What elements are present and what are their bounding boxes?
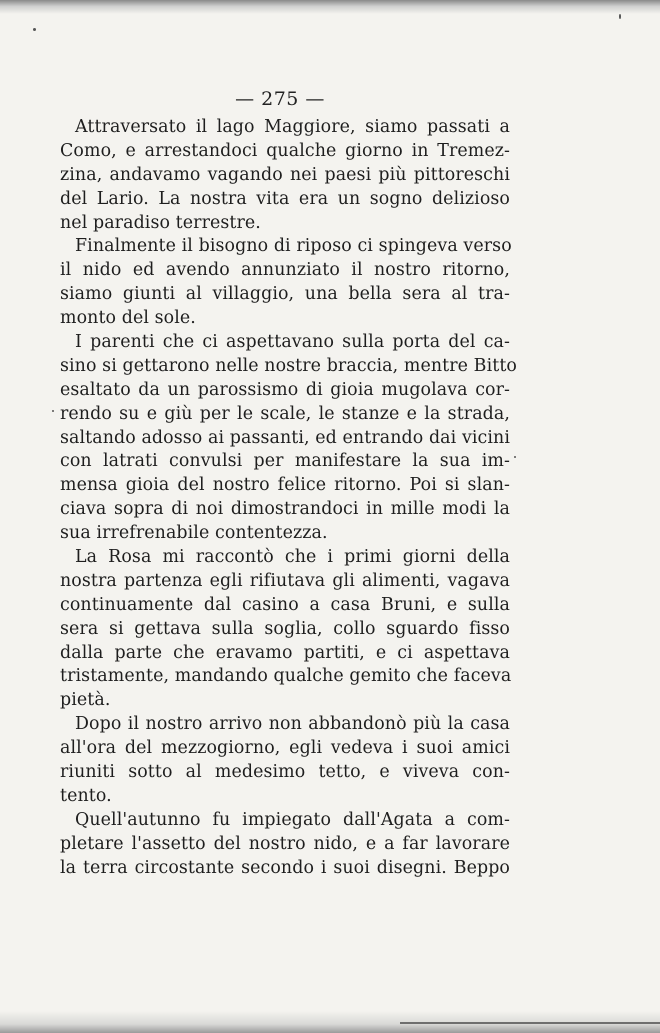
scan-bottom-rule	[400, 1022, 660, 1024]
text-line: sua irrefrenabile contentezza.	[60, 523, 328, 544]
text-line: la terra circostante secondo i suoi disegni. Beppo	[60, 857, 510, 878]
text-line: saltando adosso ai passanti, ed entrando dai vicini	[60, 427, 510, 448]
text-line: pietà.	[60, 690, 111, 711]
text-line: riuniti sotto al medesimo tetto, e viveva con-	[60, 762, 510, 783]
text-line: siamo giunti al villaggio, una bella sera al tra-	[60, 284, 510, 305]
text-line: con latrati convulsi per manifestare la sua im-	[60, 451, 510, 472]
text-line: pletare l'assetto del nostro nido, e a far lavorare	[60, 833, 510, 854]
body-text	[60, 116, 517, 881]
text-line: tento.	[60, 785, 112, 806]
scan-speck	[514, 456, 516, 458]
text-line: all'ora del mezzogiorno, egli vedeva i suoi amici	[60, 738, 510, 759]
text-line: sino si gettarono nelle nostre braccia, mentre Bitto	[60, 355, 517, 376]
text-line: tristamente, mandando qualche gemito che faceva	[60, 666, 512, 687]
text-line: Finalmente il bisogno di riposo ci spingeva verso	[75, 236, 512, 257]
text-line: Como, e arrestandoci qualche giorno in Tremez-	[60, 140, 510, 161]
text-line: zina, andavamo vagando nei paesi più pittoreschi	[60, 164, 510, 185]
text-line: Attraversato il lago Maggiore, siamo passati a	[75, 117, 510, 137]
scan-speck	[52, 410, 54, 412]
text-line: del Lario. La nostra vita era un sogno delizioso	[60, 188, 510, 209]
text-line: I parenti che ci aspettavano sulla porta del ca-	[75, 332, 510, 353]
text-line: il nido ed avendo annunziato il nostro ritorno,	[60, 260, 510, 281]
scan-speck	[619, 14, 621, 19]
text-line: nel paradiso terrestre.	[60, 212, 261, 233]
text-line: mensa gioia del nostro felice ritorno. Poi si slan-	[60, 475, 510, 496]
text-line: monto del sole.	[60, 308, 196, 329]
text-line: ciava sopra di noi dimostrandoci in mille modi la	[60, 499, 510, 520]
text-line: La Rosa mi raccontò che i primi giorni della	[75, 547, 510, 568]
text-line: esaltato da un parossismo di gioia mugolava cor-	[60, 379, 510, 400]
text-line: Dopo il nostro arrivo non abbandonò più la casa	[75, 714, 510, 735]
page-number: — 275 —	[235, 88, 325, 110]
text-line: Quell'autunno fu impiegato dall'Agata a com-	[75, 809, 510, 830]
text-line: continuamente dal casino a casa Bruni, e sulla	[60, 594, 510, 615]
text-line: dalla parte che eravamo partiti, e ci aspettava	[60, 642, 510, 663]
text-line: sera si gettava sulla soglia, collo sguardo fisso	[60, 618, 510, 639]
scan-top-shadow	[0, 0, 660, 14]
text-line: nostra partenza egli rifiutava gli alimenti, vagava	[60, 570, 510, 591]
scan-speck	[33, 28, 36, 31]
text-line: rendo su e giù per le scale, le stanze e la strada,	[60, 403, 510, 424]
